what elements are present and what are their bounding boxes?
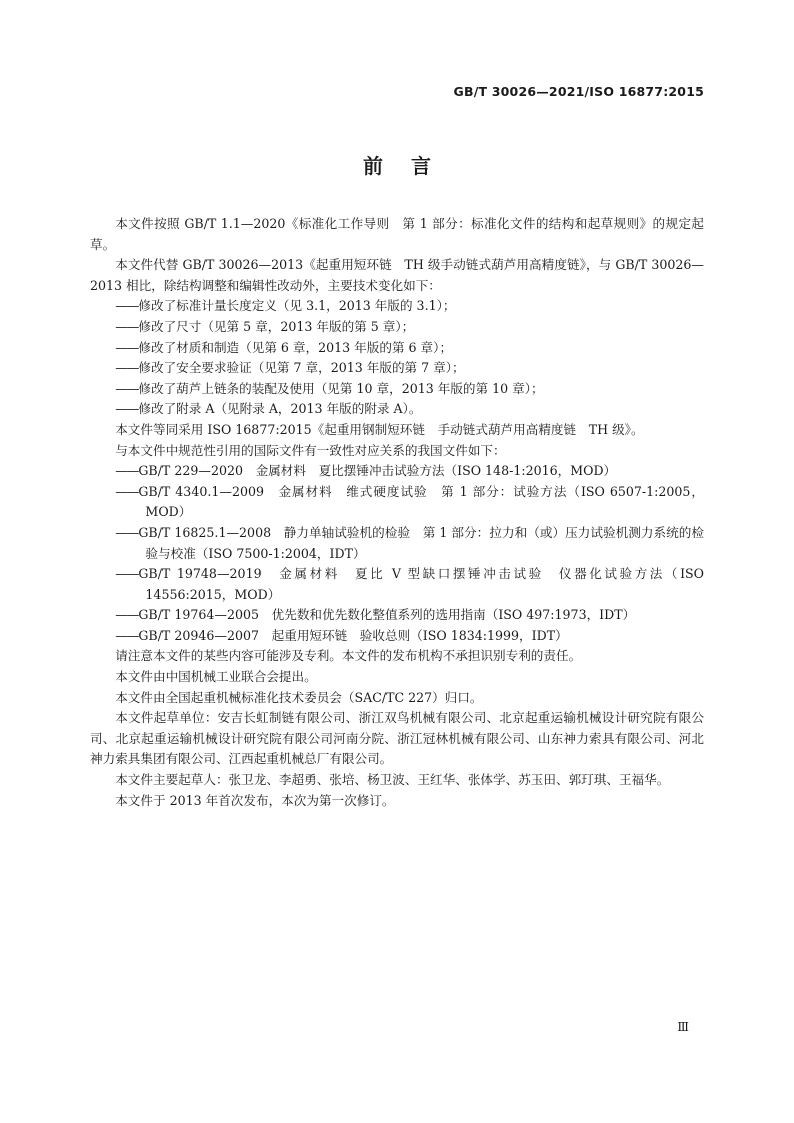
page-title: 前言 xyxy=(363,154,459,178)
list-item: —— GB/T 229—2020 金属材料 夏比摆锤冲击试验方法（ISO 148-1:2016，MOD） xyxy=(115,461,704,482)
list-item: —— GB/T 16825.1—2008 静力单轴试验机的检验 第 1 部分：拉力和（或）压力试验机测力系统的检验与校准（ISO 7500-1:2004，IDT） xyxy=(115,523,704,564)
list-item: —— GB/T 19764—2005 优先数和优先数化整值系列的选用指南（ISO 497:1973，IDT） xyxy=(115,605,704,626)
page-number: Ⅲ xyxy=(677,1020,689,1034)
paragraph: 本文件由全国起重机械标准化技术委员会（SAC/TC 227）归口。 xyxy=(115,689,483,705)
list-item: —— 修改了尺寸（见第 5 章，2013 年版的第 5 章）； xyxy=(115,317,704,338)
paragraph: 本文件按照 GB/T 1.1—2020《标准化工作导则 第 1 部分：标准化文件的结构和起草规则》的规定起草。 xyxy=(90,216,704,252)
list-item: —— GB/T 20946—2007 起重用短环链 验收总则（ISO 1834:1999，IDT） xyxy=(115,626,704,647)
list-item: —— 修改了附录 A（见附录 A，2013 年版的附录 A）。 xyxy=(115,399,704,420)
list-item: —— 修改了葫芦上链条的装配及使用（见第 10 章，2013 年版的第 10 章）； xyxy=(115,379,704,400)
paragraph: 本文件起草单位：安吉长虹制链有限公司、浙江双鸟机械有限公司、北京起重运输机械设计研究院有限公司、北京起重运输机械设计研究院有限公司河南分院、浙江冠林机械有限公司、山东神力索具有限公司、河北神力索具集团有限公司、江西起重机械总厂有限公司。 xyxy=(90,710,704,767)
paragraph: 本文件于 2013 年首次发布，本次为第一次修订。 xyxy=(115,792,395,808)
paragraph: 请注意本文件的某些内容可能涉及专利。本文件的发布机构不承担识别专利的责任。 xyxy=(115,648,582,664)
paragraph: 本文件主要起草人：张卫龙、李超勇、张培、杨卫波、王红华、张体学、苏玉田、郭玎琪、王福华。 xyxy=(115,772,670,788)
foreword-body xyxy=(90,214,704,811)
paragraph: 本文件等同采用 ISO 16877:2015《起重用钢制短环链 手动链式葫芦用高精度链 TH 级》。 xyxy=(115,421,644,437)
standard-number: GB/T 30026—2021/ISO 16877:2015 xyxy=(453,84,704,99)
list-item: —— 修改了材质和制造（见第 6 章，2013 年版的第 6 章）； xyxy=(115,338,704,359)
paragraph: 本文件代替 GB/T 30026—2013《起重用短环链 TH 级手动链式葫芦用高精度链》，与 GB/T 30026—2013 相比，除结构调整和编辑性改动外，主要技术变化如下： xyxy=(90,257,704,293)
paragraph: 本文件由中国机械工业联合会提出。 xyxy=(115,669,317,685)
list-item: —— 修改了标准计量长度定义（见 3.1，2013 年版的 3.1）； xyxy=(115,296,704,317)
list-item: —— GB/T 19748—2019 金属材料 夏比 V 型缺口摆锤冲击试验 仪器化试验方法（ISO 14556:2015，MOD） xyxy=(115,564,704,605)
list-item: —— GB/T 4340.1—2009 金属材料 维式硬度试验 第 1 部分：试验方法（ISO 6507-1:2005，MOD） xyxy=(115,482,704,523)
list-item: —— 修改了安全要求验证（见第 7 章，2013 年版的第 7 章）； xyxy=(115,358,704,379)
paragraph: 与本文件中规范性引用的国际文件有一致性对应关系的我国文件如下： xyxy=(115,442,506,458)
